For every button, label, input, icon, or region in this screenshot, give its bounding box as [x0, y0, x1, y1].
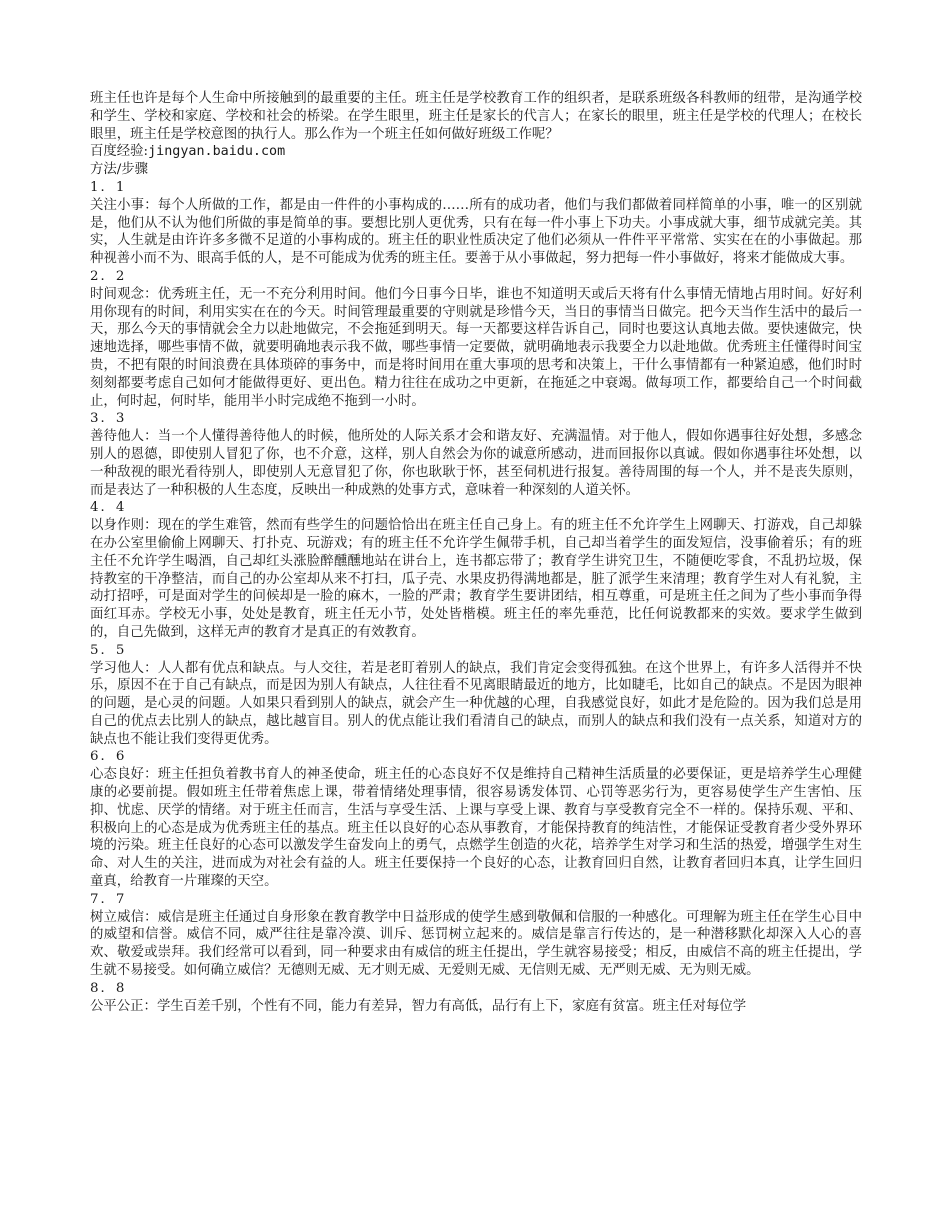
step-number: 3．3 [90, 411, 127, 427]
intro-paragraph: 班主任也许是每个人生命中所接触到的最重要的主任。班主任是学校教育工作的组织者，是联系班级各科教师的纽带，是沟通学校和学生、学校和家庭、学校和社会的桥梁。在学生眼里，班主任是家长的代言人；在家长的眼里，班主任是学校的代理人；在校长眼里，班主任是学校意图的执行人。那么作为一个班主任如何做好班级工作呢？ [90, 91, 862, 142]
step-text: 时间观念：优秀班主任，无一不充分利用时间。他们今日事今日毕，谁也不知道明天或后天将有什么事情无情地占用时间。好好利用你现有的时间，利用实实在在的今天。时间管理最重要的守则就是珍惜今天，当日的事情当日做完。把今天当作生活中的最后一天，那么今天的事情就会全力以赴地做完，不会拖延到明天。每一天都要这样告诉自己，同时也要这认真地去做。要快速做完，快速地选择，哪些事情不做，就要明确地表示我不做，哪些事情一定要做，就明确地表示我要全力以赴地做。优秀班主任懂得时间宝贵，不把有限的时间浪费在具体琐碎的事务中，而是将时间用在重大事项的思考和决策上，干什么事情都有一种紧迫感，他们时时刻刻都要考虑自己如何才能做得更好、更出色。精力往往在成功之中更新，在拖延之中衰竭。做每项工作，都要给自己一个时间截止，何时起，何时毕，能用半小时完成绝不拖到一小时。 [90, 286, 862, 409]
step-number: 1．1 [90, 179, 127, 195]
step-number: 7．7 [90, 891, 127, 907]
step-number: 4．4 [90, 500, 127, 516]
step-number: 2．2 [90, 268, 127, 284]
step-number: 6．6 [90, 749, 127, 765]
method-heading: 方法/步骤 [90, 162, 149, 178]
source-link[interactable]: jingyan.baidu.com [148, 144, 286, 160]
step-number: 5．5 [90, 642, 127, 658]
document-page [90, 90, 862, 1015]
step-text: 以身作则：现在的学生难管，然而有些学生的问题恰恰出在班主任自己身上。有的班主任不允许学生上网聊天、打游戏，自己却躲在办公室里偷偷上网聊天、打扑克、玩游戏；有的班主任不允许学生佩带手机，自己却当着学生的面发短信，没事偷着乐；有的班主任不允许学生喝酒，自己却红头涨脸醉醺醺地站在讲台上，连书都忘带了；教育学生讲究卫生，不随便吃零食，不乱扔垃圾，保持教室的干净整洁，而自己的办公室却从来不打扫，瓜子壳、水果皮扔得满地都是，脏了派学生来清理；教育学生对人有礼貌，主动打招呼，可是面对学生的问候却是一脸的麻木，一脸的严肃；教育学生要讲团结，相互尊重，可是班主任之间为了些小事而争得面红耳赤。学校无小事，处处是教育，班主任无小节，处处皆楷模。班主任的率先垂范，比任何说教都来的实效。要求学生做到的，自己先做到，这样无声的教育才是真正的有效教育。 [90, 518, 862, 640]
source-prefix: 百度经验: [90, 144, 149, 160]
step-text: 公平公正：学生百差千别，个性有不同，能力有差异，智力有高低，品行有上下，家庭有贫富。班主任对每位学 [90, 998, 747, 1014]
step-text: 树立威信：威信是班主任通过自身形象在教育教学中日益形成的使学生感到敬佩和信服的一种感化。可理解为班主任在学生心目中的威望和信誉。威信不同，威严往往是靠冷漠、训斥、惩罚树立起来的。威信是靠言行传达的，是一种潜移默化却深入人心的喜欢、敬爱或崇拜。我们经常可以看到，同一种要求由有威信的班主任提出，学生就容易接受；相反，由威信不高的班主任提出，学生就不易接受。如何确立威信？无德则无威、无才则无威、无爱则无威、无信则无威、无严则无威、无为则无威。 [90, 909, 862, 979]
step-text: 心态良好：班主任担负着教书育人的神圣使命，班主任的心态良好不仅是维持自己精神生活质量的必要保证，更是培养学生心理健康的必要前提。假如班主任带着焦虑上课，带着情绪处理事情，很容易诱发体罚、心罚等恶劣行为，更容易使学生产生害怕、压抑、忧虑、厌学的情绪。对于班主任而言，生活与享受生活、上课与享受上课、教育与享受教育完全不一样的。保持乐观、平和、积极向上的心态是成为优秀班主任的基点。班主任以良好的心态从事教育，才能保持教育的纯洁性，才能保证受教育者少受外界环境的污染。班主任良好的心态可以激发学生奋发向上的勇气，点燃学生创造的火花，培养学生对学习和生活的热爱，增强学生对生命、对人生的关注，进而成为对社会有益的人。班主任要保持一个良好的心态，让教育回归自然，让教育者回归本真，让学生回归童真，给教育一片璀璨的天空。 [90, 767, 862, 890]
source-line [90, 143, 862, 161]
step-text: 善待他人：当一个人懂得善待他人的时候，他所处的人际关系才会和谐友好、充满温情。对于他人，假如你遇事往好处想，多感念别人的恩德，即使别人冒犯了你，也不介意，这样，别人自然会为你的诚意所感动，进而回报你以真诚。假如你遇事往坏处想，以一种敌视的眼光看待别人，即使别人无意冒犯了你，你也耿耿于怀，甚至伺机进行报复。善待周围的每一个人，并不是丧失原则，而是表达了一种积极的人生态度，反映出一种成熟的处事方式，意味着一种深刻的人道关怀。 [90, 429, 862, 498]
step-number: 8．8 [90, 980, 127, 996]
step-text: 学习他人：人人都有优点和缺点。与人交往，若是老盯着别人的缺点，我们肯定会变得孤独。在这个世界上，有许多人活得并不快乐，原因不在于自己有缺点，而是因为别人有缺点，人往往看不见离眼睛最近的地方，比如睫毛，比如自己的缺点。不是因为眼神的问题，是心灵的问题。人如果只看到别人的缺点，就会产生一种优越的心理，自我感觉良好，如此才是危险的。因为我们总是用自己的优点去比别人的缺点，越比越盲目。别人的优点能让我们看清自己的缺点，而别人的缺点和我们没有一点关系，知道对方的缺点也不能让我们变得更优秀。 [90, 660, 862, 747]
step-text: 关注小事：每个人所做的工作，都是由一件件的小事构成的……所有的成功者，他们与我们都做着同样简单的小事，唯一的区别就是，他们从不认为他们所做的事是简单的事。要想比别人更优秀，只有在每一件小事上下功夫。小事成就大事，细节成就完美。其实，人生就是由许许多多微不足道的小事构成的。班主任的职业性质决定了他们必须从一件件平平常常、实实在在的小事做起。那种视善小而不为、眼高手低的人，是不可能成为优秀的班主任。要善于从小事做起，努力把每一件小事做好，将来才能做成大事。 [90, 197, 862, 267]
